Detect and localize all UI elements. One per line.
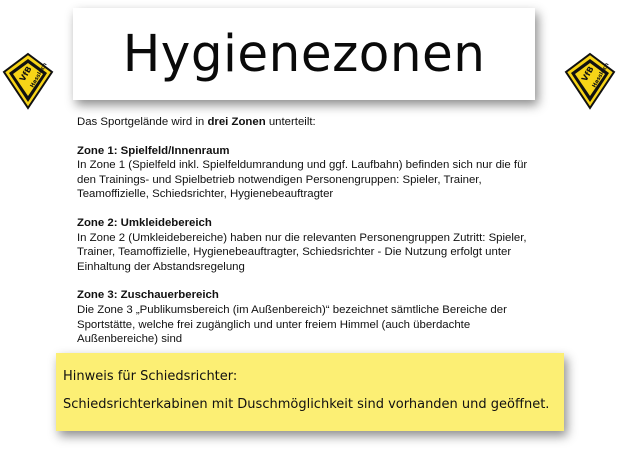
title-box — [73, 8, 535, 100]
intro-after: unterteilt: — [265, 116, 316, 128]
zone-line: Die Zone 3 „Publikumsbereich (im Außenbereich)“ bezeichnet sämtliche Bereiche der — [77, 303, 507, 316]
zone-title: Zone 2: Umkleidebereich — [77, 216, 212, 229]
vfb-hassloch-logo-left — [2, 52, 54, 110]
zone-line: den Trainings- und Spielbetrieb notwendigen Personengruppen: Spieler, Trainer, — [77, 173, 482, 186]
note-text: Schiedsrichterkabinen mit Duschmöglichkeit sind vorhanden und geöffnet. — [63, 397, 550, 412]
zone-line: Einhaltung der Abstandsregelung — [77, 260, 245, 273]
svg-text:VfB: VfB — [17, 64, 34, 83]
zone-line: Sportstätte, welche frei zugänglich und unter freiem Himmel (auch überdachte — [77, 318, 471, 331]
zone-line: In Zone 2 (Umkleidebereiche) haben nur die relevanten Personengruppen Zutritt: Spieler, — [77, 231, 527, 244]
zone-3 — [77, 288, 557, 346]
note-heading: Hinweis für Schiedsrichter: — [63, 369, 238, 384]
zone-line: Teamoffizielle, Schiedsrichter, Hygienebeauftragter — [77, 188, 334, 201]
zone-2 — [77, 216, 557, 274]
zone-line: Außenbereiche) sind — [77, 333, 183, 346]
zone-title: Zone 3: Zuschauerbereich — [77, 289, 219, 302]
intro-before: Das Sportgelände wird in — [77, 116, 208, 128]
zone-line: In Zone 1 (Spielfeld inkl. Spielfeldumrandung und ggf. Laufbahn) befinden sich nur die für — [77, 159, 528, 172]
vfb-hassloch-logo-right — [564, 52, 616, 110]
zone-line: Trainer, Teamoffizielle, Hygienebeauftragter, Schiedsrichter - Die Nutzung erfolgt unter — [77, 246, 512, 259]
svg-text:Hassloch: Hassloch — [591, 62, 611, 89]
svg-text:Hassloch: Hassloch — [29, 62, 49, 89]
content — [77, 115, 557, 361]
zone-1 — [77, 144, 557, 202]
svg-text:VfB: VfB — [579, 64, 596, 83]
zone-title: Zone 1: Spielfeld/Innenraum — [77, 144, 230, 157]
intro-bold: drei Zonen — [207, 116, 266, 128]
page-title: Hygienezonen — [122, 24, 486, 84]
referee-note — [56, 353, 564, 431]
intro-text — [77, 115, 557, 130]
